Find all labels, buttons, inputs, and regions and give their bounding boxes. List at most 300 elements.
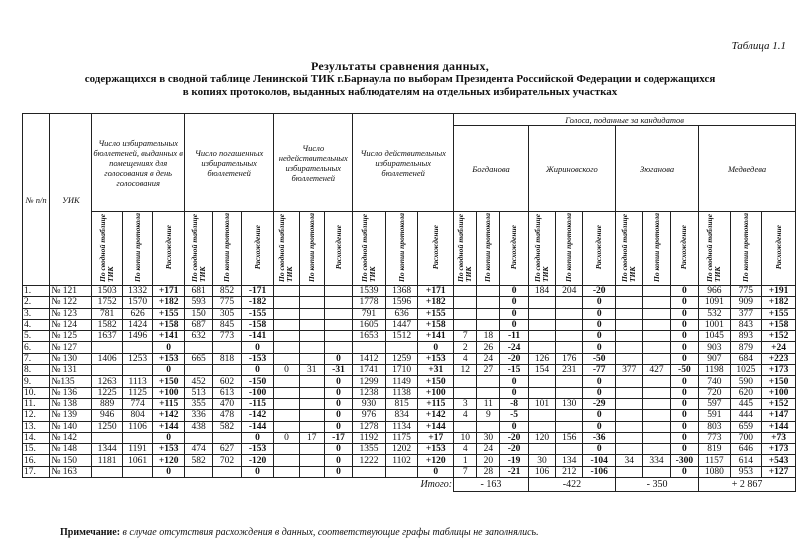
table-cell: 774 xyxy=(122,398,152,409)
table-cell xyxy=(385,466,418,477)
table-cell: -24 xyxy=(500,342,528,353)
table-cell xyxy=(477,286,500,297)
table-cell: 474 xyxy=(184,444,212,455)
table-cell: 818 xyxy=(213,353,241,364)
table-row xyxy=(23,376,796,387)
table-cell: 3. xyxy=(23,308,50,319)
subheader-sub3 xyxy=(500,212,528,286)
table-cell: 879 xyxy=(730,342,762,353)
table-cell: 591 xyxy=(699,410,731,421)
totals-label: Итого: xyxy=(420,479,453,491)
table-cell: 0 xyxy=(670,466,698,477)
table-cell: 646 xyxy=(730,444,762,455)
table-cell: 336 xyxy=(184,410,212,421)
table-cell: 781 xyxy=(92,308,122,319)
table-cell: 0 xyxy=(670,387,698,398)
table-cell: +144 xyxy=(153,421,185,432)
table-cell: +150 xyxy=(153,376,185,387)
subheader-label: Расхождение xyxy=(594,224,604,270)
table-cell: 582 xyxy=(213,421,241,432)
total-bogdanov: - 163 xyxy=(454,478,529,492)
table-cell: 665 xyxy=(184,353,212,364)
table-cell: № 150 xyxy=(50,455,92,466)
subheader-sub1 xyxy=(528,212,555,286)
document-title xyxy=(0,60,800,99)
subheader-label: Расхождение xyxy=(163,224,173,270)
table-cell xyxy=(213,466,241,477)
table-cell: 1605 xyxy=(353,319,386,330)
subheader-sub3 xyxy=(153,212,185,286)
table-cell: 803 xyxy=(699,421,731,432)
table-cell: +150 xyxy=(762,376,796,387)
table-cell xyxy=(643,297,670,308)
table-cell xyxy=(324,342,352,353)
table-cell: +173 xyxy=(762,365,796,376)
table-cell: 30 xyxy=(528,455,555,466)
table-cell xyxy=(274,387,299,398)
table-cell: 4 xyxy=(454,444,477,455)
table-cell xyxy=(616,286,643,297)
subheader-sub2 xyxy=(299,212,324,286)
table-cell xyxy=(616,387,643,398)
subheader-label: По копии протокола xyxy=(740,212,750,282)
table-cell: 1025 xyxy=(730,365,762,376)
table-cell xyxy=(299,331,324,342)
table-cell: 1181 xyxy=(92,455,122,466)
table-cell: 1192 xyxy=(353,432,386,443)
table-cell: 852 xyxy=(213,286,241,297)
table-cell: 0 xyxy=(324,444,352,455)
table-cell: 903 xyxy=(699,342,731,353)
table-cell: +150 xyxy=(418,376,454,387)
table-cell xyxy=(454,286,477,297)
table-cell xyxy=(274,455,299,466)
table-cell: 590 xyxy=(730,376,762,387)
table-cell: 1198 xyxy=(699,365,731,376)
table-cell: 0 xyxy=(670,308,698,319)
table-cell: 17 xyxy=(299,432,324,443)
table-cell xyxy=(616,319,643,330)
table-row xyxy=(23,331,796,342)
table-cell: 1238 xyxy=(353,387,386,398)
subheader-sub3 xyxy=(418,212,454,286)
subheader-label: По сводной таблице ТИК xyxy=(360,213,377,282)
table-cell xyxy=(274,342,299,353)
subheader-label: По копии протокола xyxy=(306,212,316,282)
table-cell: 1778 xyxy=(353,297,386,308)
table-cell: 134 xyxy=(556,455,583,466)
table-cell xyxy=(184,466,212,477)
table-cell: +155 xyxy=(762,308,796,319)
table-cell: -120 xyxy=(241,455,274,466)
table-cell: 0 xyxy=(670,342,698,353)
table-cell: 0 xyxy=(418,466,454,477)
table-cell: -11 xyxy=(500,331,528,342)
table-cell: 687 xyxy=(184,319,212,330)
table-cell: 11 xyxy=(477,398,500,409)
table-cell: 7 xyxy=(454,331,477,342)
table-cell: 1157 xyxy=(699,455,731,466)
subheader-sub3 xyxy=(670,212,698,286)
table-cell: 700 xyxy=(730,432,762,443)
table-cell: 0 xyxy=(583,376,616,387)
table-cell: 7. xyxy=(23,353,50,364)
header-zhirinovsky: Жириновского xyxy=(528,126,615,212)
table-cell xyxy=(299,342,324,353)
table-cell: 791 xyxy=(353,308,386,319)
table-cell: 377 xyxy=(616,365,643,376)
table-cell: -20 xyxy=(500,353,528,364)
note-text: в случае отсутствия расхождения в данных, соответствующие графы таблицы не заполнялись. xyxy=(122,527,539,538)
table-cell: 1253 xyxy=(122,353,152,364)
table-cell: -77 xyxy=(583,365,616,376)
table-cell: 1570 xyxy=(122,297,152,308)
table-cell: 1222 xyxy=(353,455,386,466)
table-cell: 4 xyxy=(454,353,477,364)
table-cell: 30 xyxy=(477,432,500,443)
table-cell xyxy=(643,286,670,297)
subheader-sub1 xyxy=(699,212,731,286)
table-cell: 1582 xyxy=(92,319,122,330)
table-cell: 513 xyxy=(184,387,212,398)
table-cell xyxy=(556,376,583,387)
table-cell: 1113 xyxy=(122,376,152,387)
subheader-label: Расхождение xyxy=(333,224,343,270)
table-cell xyxy=(213,365,241,376)
table-cell: 976 xyxy=(353,410,386,421)
table-cell: 613 xyxy=(213,387,241,398)
table-cell: -8 xyxy=(500,398,528,409)
table-cell: -36 xyxy=(583,432,616,443)
table-cell: 1596 xyxy=(385,297,418,308)
table-cell: 31 xyxy=(299,365,324,376)
subheader-sub1 xyxy=(353,212,386,286)
table-cell: -142 xyxy=(241,410,274,421)
title-line-2: содержащихся в сводной таблице Ленинской ТИК г.Барнаула по выборам Президента Российской Федерации и содержащихся xyxy=(84,73,716,85)
table-cell: 0 xyxy=(583,319,616,330)
table-row xyxy=(23,353,796,364)
subheader-sub3 xyxy=(241,212,274,286)
table-cell: 1299 xyxy=(353,376,386,387)
table-cell: №135 xyxy=(50,376,92,387)
table-cell: № 163 xyxy=(50,466,92,477)
table-cell: +153 xyxy=(153,353,185,364)
table-cell: -115 xyxy=(241,398,274,409)
table-cell: 0 xyxy=(670,353,698,364)
table-cell: +31 xyxy=(418,365,454,376)
table-cell: 184 xyxy=(528,286,555,297)
table-cell: 1202 xyxy=(385,444,418,455)
table-cell: 4 xyxy=(454,410,477,421)
table-cell: 1512 xyxy=(385,331,418,342)
table-cell xyxy=(324,297,352,308)
table-row xyxy=(23,398,796,409)
table-cell: -144 xyxy=(241,421,274,432)
table-cell: 1752 xyxy=(92,297,122,308)
table-cell xyxy=(122,365,152,376)
table-cell xyxy=(353,342,386,353)
subheader-sub2 xyxy=(643,212,670,286)
table-cell xyxy=(643,353,670,364)
table-cell xyxy=(616,342,643,353)
table-cell: -300 xyxy=(670,455,698,466)
table-cell: 1424 xyxy=(122,319,152,330)
table-cell: +120 xyxy=(418,455,454,466)
table-cell xyxy=(454,297,477,308)
table-cell: 1741 xyxy=(353,365,386,376)
table-cell: 470 xyxy=(213,398,241,409)
table-cell: 0 xyxy=(500,297,528,308)
table-cell: 845 xyxy=(213,319,241,330)
table-cell: +100 xyxy=(418,387,454,398)
table-cell: № 142 xyxy=(50,432,92,443)
table-cell xyxy=(643,432,670,443)
header-invalid: Число недействительных избирательных бюллетеней xyxy=(274,114,353,212)
table-cell: 684 xyxy=(730,353,762,364)
table-cell: 1125 xyxy=(122,387,152,398)
table-cell: 5. xyxy=(23,331,50,342)
table-cell: 614 xyxy=(730,455,762,466)
table-cell: 1045 xyxy=(699,331,731,342)
table-cell: № 122 xyxy=(50,297,92,308)
table-cell xyxy=(353,466,386,477)
table-cell: 18 xyxy=(477,331,500,342)
table-row xyxy=(23,342,796,353)
table-cell: 1637 xyxy=(92,331,122,342)
table-cell: +182 xyxy=(153,297,185,308)
table-cell xyxy=(324,331,352,342)
table-cell: -104 xyxy=(583,455,616,466)
table-cell: 0 xyxy=(274,365,299,376)
table-row xyxy=(23,308,796,319)
table-cell xyxy=(528,444,555,455)
table-cell: 889 xyxy=(92,398,122,409)
table-cell xyxy=(477,387,500,398)
subheader-label: По копии протокола xyxy=(651,212,661,282)
header-issued: Число избирательных бюллетеней, выданных в помещениях для голосования в день голосования xyxy=(92,114,185,212)
table-cell: -182 xyxy=(241,297,274,308)
table-cell: № 131 xyxy=(50,365,92,376)
table-cell xyxy=(274,297,299,308)
table-cell: 1368 xyxy=(385,286,418,297)
subheader-sub2 xyxy=(385,212,418,286)
table-cell: +142 xyxy=(153,410,185,421)
table-cell xyxy=(454,319,477,330)
table-cell xyxy=(299,398,324,409)
table-cell: 4. xyxy=(23,319,50,330)
subheader-sub1 xyxy=(274,212,299,286)
table-cell xyxy=(299,308,324,319)
table-cell: 1539 xyxy=(353,286,386,297)
table-cell: 0 xyxy=(583,421,616,432)
table-cell: 28 xyxy=(477,466,500,477)
table-cell: 0 xyxy=(241,432,274,443)
table-cell xyxy=(299,286,324,297)
table-cell: № 138 xyxy=(50,398,92,409)
table-row xyxy=(23,466,796,477)
table-cell: 0 xyxy=(324,421,352,432)
table-cell: 0 xyxy=(670,331,698,342)
table-cell xyxy=(274,410,299,421)
table-cell: -100 xyxy=(241,387,274,398)
table-cell xyxy=(556,410,583,421)
table-cell: 3 xyxy=(454,398,477,409)
table-cell: 444 xyxy=(730,410,762,421)
header-medvedev: Медведева xyxy=(699,126,796,212)
table-cell: 804 xyxy=(122,410,152,421)
table-cell: +158 xyxy=(418,319,454,330)
table-cell xyxy=(528,342,555,353)
table-cell xyxy=(528,331,555,342)
table-cell xyxy=(616,308,643,319)
table-cell: 1191 xyxy=(122,444,152,455)
table-cell: 0 xyxy=(500,286,528,297)
table-cell xyxy=(274,398,299,409)
table-cell xyxy=(556,387,583,398)
table-cell: 427 xyxy=(643,365,670,376)
table-cell: +73 xyxy=(762,432,796,443)
table-cell: 0 xyxy=(500,421,528,432)
table-cell: 106 xyxy=(528,466,555,477)
table-cell xyxy=(92,432,122,443)
table-cell: 773 xyxy=(699,432,731,443)
table-cell: 0 xyxy=(500,376,528,387)
table-cell xyxy=(477,376,500,387)
table-cell: № 136 xyxy=(50,387,92,398)
table-cell: 1653 xyxy=(353,331,386,342)
table-cell xyxy=(299,421,324,432)
table-cell xyxy=(643,444,670,455)
table-cell: 101 xyxy=(528,398,555,409)
table-cell: +152 xyxy=(762,331,796,342)
table-cell xyxy=(556,421,583,432)
table-cell: +142 xyxy=(418,410,454,421)
table-cell: 720 xyxy=(699,387,731,398)
table-row xyxy=(23,432,796,443)
table-cell: +158 xyxy=(153,319,185,330)
table-cell: 438 xyxy=(184,421,212,432)
table-cell: 0 xyxy=(670,376,698,387)
header-num: № п/п xyxy=(23,114,50,286)
table-cell: +100 xyxy=(762,387,796,398)
table-cell: № 121 xyxy=(50,286,92,297)
table-cell: 1259 xyxy=(385,353,418,364)
table-cell: 843 xyxy=(730,319,762,330)
subheader-label: Расхождение xyxy=(430,224,440,270)
table-cell: 636 xyxy=(385,308,418,319)
table-cell: +152 xyxy=(762,398,796,409)
table-cell: 1102 xyxy=(385,455,418,466)
table-cell: -153 xyxy=(241,444,274,455)
table-cell: 27 xyxy=(477,365,500,376)
table-cell: 0 xyxy=(583,342,616,353)
subheader-sub2 xyxy=(122,212,152,286)
table-cell: 1406 xyxy=(92,353,122,364)
table-cell xyxy=(616,297,643,308)
table-cell: 17. xyxy=(23,466,50,477)
table-row xyxy=(23,387,796,398)
subheader-label: По копии протокола xyxy=(483,212,493,282)
table-cell: -31 xyxy=(324,365,352,376)
table-cell: 355 xyxy=(184,398,212,409)
total-zyuganov: - 350 xyxy=(616,478,699,492)
table-cell: 909 xyxy=(730,297,762,308)
table-cell xyxy=(324,308,352,319)
table-cell xyxy=(92,342,122,353)
table-cell: 907 xyxy=(699,353,731,364)
table-cell: 1412 xyxy=(353,353,386,364)
table-cell: 452 xyxy=(184,376,212,387)
table-cell: +191 xyxy=(762,286,796,297)
table-cell xyxy=(616,410,643,421)
table-cell: 1 xyxy=(454,455,477,466)
table-cell: +182 xyxy=(418,297,454,308)
table-row xyxy=(23,365,796,376)
table-cell: 231 xyxy=(556,365,583,376)
table-cell: 1001 xyxy=(699,319,731,330)
table-cell: 0 xyxy=(153,466,185,477)
table-cell: -20 xyxy=(500,432,528,443)
table-cell: № 148 xyxy=(50,444,92,455)
table-cell: 13. xyxy=(23,421,50,432)
table-cell: +153 xyxy=(153,444,185,455)
table-cell: 11. xyxy=(23,398,50,409)
table-number-label: Таблица 1.1 xyxy=(731,40,786,52)
title-line-3: в копиях протоколов, выданных наблюдателям на отдельных избирательных участках xyxy=(182,86,618,98)
table-cell: -19 xyxy=(500,455,528,466)
table-cell: 10. xyxy=(23,387,50,398)
table-cell: -50 xyxy=(670,365,698,376)
subheader-label: По сводной таблице ТИК xyxy=(277,213,295,282)
table-cell: 120 xyxy=(528,432,555,443)
subheader-label: По сводной таблице ТИК xyxy=(456,213,474,282)
table-cell: 0 xyxy=(324,376,352,387)
header-valid: Число действительных избирательных бюллетеней xyxy=(353,114,454,212)
table-cell: 1. xyxy=(23,286,50,297)
table-cell xyxy=(299,387,324,398)
table-cell: +173 xyxy=(762,444,796,455)
header-cancelled: Число погашенных избирательных бюллетеней xyxy=(184,114,273,212)
table-cell: 7 xyxy=(454,466,477,477)
table-cell: +153 xyxy=(418,444,454,455)
table-cell xyxy=(556,297,583,308)
table-cell xyxy=(454,376,477,387)
table-cell: +543 xyxy=(762,455,796,466)
table-cell: 0 xyxy=(324,353,352,364)
table-cell: 0 xyxy=(670,410,698,421)
table-row xyxy=(23,421,796,432)
table-cell xyxy=(184,365,212,376)
table-cell: 620 xyxy=(730,387,762,398)
table-cell xyxy=(454,421,477,432)
table-cell: 1447 xyxy=(385,319,418,330)
table-cell xyxy=(556,342,583,353)
table-cell: 305 xyxy=(213,308,241,319)
table-cell: 593 xyxy=(184,297,212,308)
table-cell: 775 xyxy=(213,297,241,308)
table-cell xyxy=(274,466,299,477)
subheader-label: Расхождение xyxy=(773,224,783,270)
table-cell: 627 xyxy=(213,444,241,455)
table-cell xyxy=(122,342,152,353)
table-cell: 1263 xyxy=(92,376,122,387)
table-cell xyxy=(556,331,583,342)
table-cell: 775 xyxy=(730,286,762,297)
table-cell xyxy=(184,432,212,443)
table-cell: -106 xyxy=(583,466,616,477)
table-cell xyxy=(122,466,152,477)
table-cell xyxy=(643,387,670,398)
